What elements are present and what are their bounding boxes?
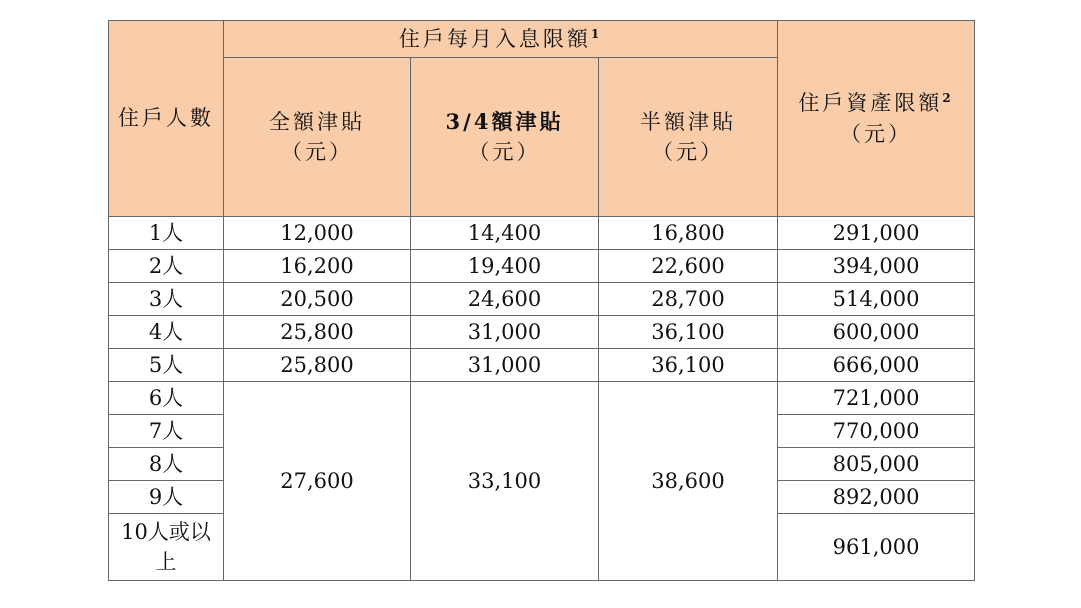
table-row — [109, 250, 975, 283]
household-size-cell: 2人 — [109, 250, 224, 283]
footnote-ref-2: 2 — [942, 91, 954, 106]
table-row — [109, 217, 975, 250]
three-quarter-subsidy-cell: 19,400 — [411, 250, 599, 283]
household-size-cell: 10人或以上 — [109, 514, 224, 581]
table-row — [109, 283, 975, 316]
half-subsidy-cell: 28,700 — [599, 283, 778, 316]
full-subsidy-cell: 12,000 — [224, 217, 411, 250]
household-size-cell: 1人 — [109, 217, 224, 250]
header-asset-unit: （元） — [840, 121, 913, 146]
household-size-cell: 6人 — [109, 382, 224, 415]
full-subsidy-merged-cell: 27,600 — [224, 382, 411, 581]
header-asset-limit-label: 住戶資產限額 — [798, 91, 943, 116]
header-income-limit-label: 住戶每月入息限額 — [398, 26, 591, 51]
asset-limit-cell: 514,000 — [778, 283, 975, 316]
asset-limit-cell: 770,000 — [778, 415, 975, 448]
household-size-cell: 5人 — [109, 349, 224, 382]
table-row — [109, 316, 975, 349]
asset-limit-cell: 892,000 — [778, 481, 975, 514]
footnote-ref-1: 1 — [590, 26, 603, 41]
half-subsidy-merged-cell: 38,600 — [599, 382, 778, 581]
full-subsidy-cell: 20,500 — [224, 283, 411, 316]
income-asset-limits-table — [108, 20, 975, 581]
asset-limit-cell: 600,000 — [778, 316, 975, 349]
asset-limit-cell: 394,000 — [778, 250, 975, 283]
full-subsidy-cell: 16,200 — [224, 250, 411, 283]
asset-limit-cell: 961,000 — [778, 514, 975, 581]
full-subsidy-cell: 25,800 — [224, 349, 411, 382]
header-asset-limit — [778, 21, 975, 217]
header-full-subsidy-label: 全額津貼 — [269, 109, 365, 134]
household-size-cell: 3人 — [109, 283, 224, 316]
three-quarter-subsidy-merged-cell: 33,100 — [411, 382, 599, 581]
header-half-subsidy-label: 半額津貼 — [640, 109, 737, 134]
full-subsidy-cell: 25,800 — [224, 316, 411, 349]
header-household-size: 住戶人數 — [109, 21, 224, 217]
header-income-limit — [224, 21, 778, 58]
header-three-quarter-subsidy-unit: （元） — [468, 140, 541, 164]
three-quarter-subsidy-cell: 31,000 — [411, 316, 599, 349]
household-size-cell: 4人 — [109, 316, 224, 349]
half-subsidy-cell: 36,100 — [599, 349, 778, 382]
header-half-subsidy — [599, 58, 778, 217]
half-subsidy-cell: 16,800 — [599, 217, 778, 250]
header-half-subsidy-unit: （元） — [652, 140, 725, 164]
household-size-cell: 9人 — [109, 481, 224, 514]
header-full-subsidy — [224, 58, 411, 217]
household-size-cell: 7人 — [109, 415, 224, 448]
asset-limit-cell: 666,000 — [778, 349, 975, 382]
header-three-quarter-subsidy-label: 3/4額津貼 — [445, 108, 564, 134]
header-three-quarter-subsidy — [411, 58, 599, 217]
asset-limit-cell: 721,000 — [778, 382, 975, 415]
three-quarter-subsidy-cell: 31,000 — [411, 349, 599, 382]
asset-limit-cell: 805,000 — [778, 448, 975, 481]
header-full-subsidy-unit: （元） — [281, 140, 353, 164]
half-subsidy-cell: 36,100 — [599, 316, 778, 349]
three-quarter-subsidy-cell: 24,600 — [411, 283, 599, 316]
half-subsidy-cell: 22,600 — [599, 250, 778, 283]
household-size-cell: 8人 — [109, 448, 224, 481]
table-row — [109, 382, 975, 415]
table-row — [109, 349, 975, 382]
three-quarter-subsidy-cell: 14,400 — [411, 217, 599, 250]
asset-limit-cell: 291,000 — [778, 217, 975, 250]
